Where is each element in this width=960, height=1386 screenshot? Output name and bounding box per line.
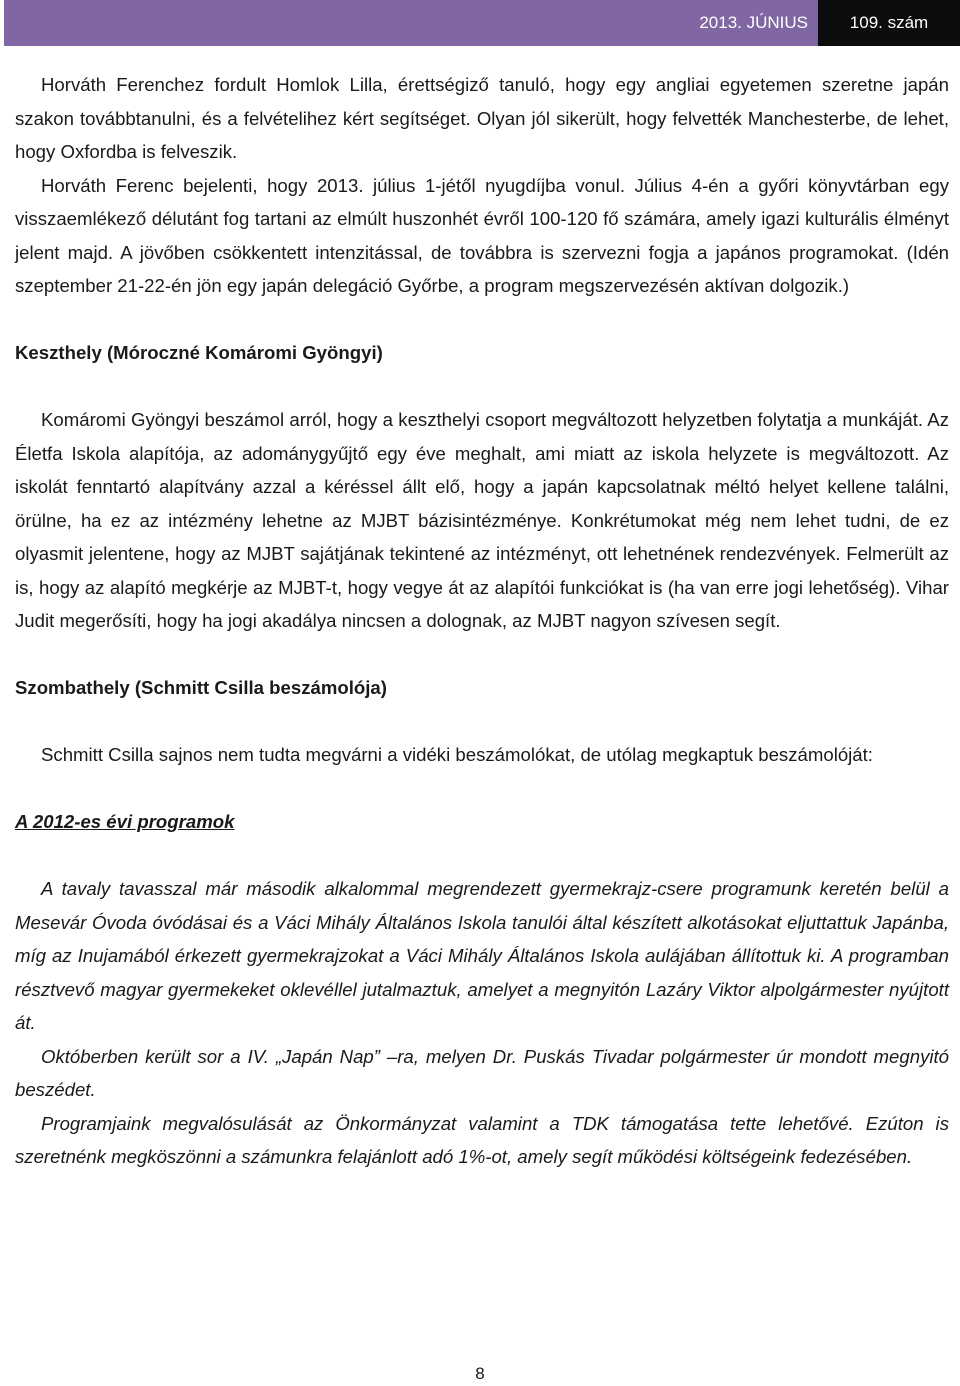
- szombathely-heading: Szombathely (Schmitt Csilla beszámolója): [15, 677, 387, 698]
- document-body: [15, 68, 949, 1174]
- keszthely-paragraph: Komáromi Gyöngyi beszámol arról, hogy a keszthelyi csoport megváltozott helyzetben folytatja a munkáját. Az Életfa Iskola alapítója, az adománygyűjtő egy éve meghalt, ami miatt az iskola helyzete is megváltozott. Az iskolát fenntartó alapítvány azzal a kéréssel állt elő, hogy a japán kapcsolatnak méltó helyet kellene találni, örülne, ha ez az intézmény lehetne az MJBT bázisintézménye. Konkrétumokat még nem lehet tudni, de ez olyasmit jelentene, hogy az MJBT sajátjának tekintené az intézményt, ott lehetnének rendezvények. Felmerült az is, hogy az alapító megkérje az MJBT-t, hogy vegye át az alapítói funkciókat is (ha van erre jogi lehetőség). Vihar Judit megerősíti, hogy ha jogi akadálya nincsen a dolognak, az MJBT nagyon szívesen segít.: [15, 409, 949, 631]
- header-issue-number: 109. szám: [818, 0, 960, 46]
- page-number: 8: [475, 1364, 485, 1383]
- intro-paragraph-1: Horváth Ferenchez fordult Homlok Lilla, érettségiző tanuló, hogy egy angliai egyetemen szeretne japán szakon továbbtanulni, és a felvételihez kért segítséget. Olyan jól sikerült, hogy felvették Manchesterbe, de lehet, hogy Oxfordba is felveszik.: [15, 74, 949, 162]
- programs-paragraph-3: Programjaink megvalósulását az Önkormányzat valamint a TDK támogatása tette lehetővé. Ezúton is szeretnénk megköszönni a számunkra felajánlott adó 1%-ot, amely segít működési költségeink fedezésében.: [15, 1112, 949, 1167]
- header-date: 2013. JÚNIUS: [4, 0, 818, 46]
- programs-heading: A 2012-es évi programok: [15, 811, 235, 832]
- keszthely-heading: Keszthely (Móroczné Komáromi Gyöngyi): [15, 342, 383, 363]
- page-header: [4, 0, 960, 46]
- programs-paragraph-1: A tavaly tavasszal már második alkalommal megrendezett gyermekrajz-csere programunk keretén belül a Mesevár Óvoda óvódásai és a Váci Mihály Általános Iskola tanulói által készített alkotásokat eljuttattuk Japánba, míg az Inujamából érkezett gyermekrajzokat a Váci Mihály Általános Iskola aulájában állítottuk ki. A programban résztvevő magyar gyermekeket oklevéllel jutalmaztuk, amelyet a megnyitón Lazáry Viktor alpolgármester nyújtott át.: [15, 878, 949, 1033]
- programs-paragraph-2: Októberben került sor a IV. „Japán Nap” –ra, melyen Dr. Puskás Tivadar polgármester úr mondott megnyitó beszédet.: [15, 1045, 949, 1100]
- intro-paragraph-2: Horváth Ferenc bejelenti, hogy 2013. július 1-jétől nyugdíjba vonul. Július 4-én a győri könyvtárban egy visszaemlékező délutánt fog tartani az elmúlt huszonhét évről 100-120 fő számára, amely igazi kulturális élményt jelent majd. A jövőben csökkentett intenzitással, de továbbra is szervezni fogja a japános programokat. (Idén szeptember 21-22-én jön egy japán delegáció Győrbe, a program megszervezésén aktívan dolgozik.): [15, 174, 949, 296]
- szombathely-paragraph: Schmitt Csilla sajnos nem tudta megvárni a vidéki beszámolókat, de utólag megkaptuk beszámolóját:: [41, 744, 873, 765]
